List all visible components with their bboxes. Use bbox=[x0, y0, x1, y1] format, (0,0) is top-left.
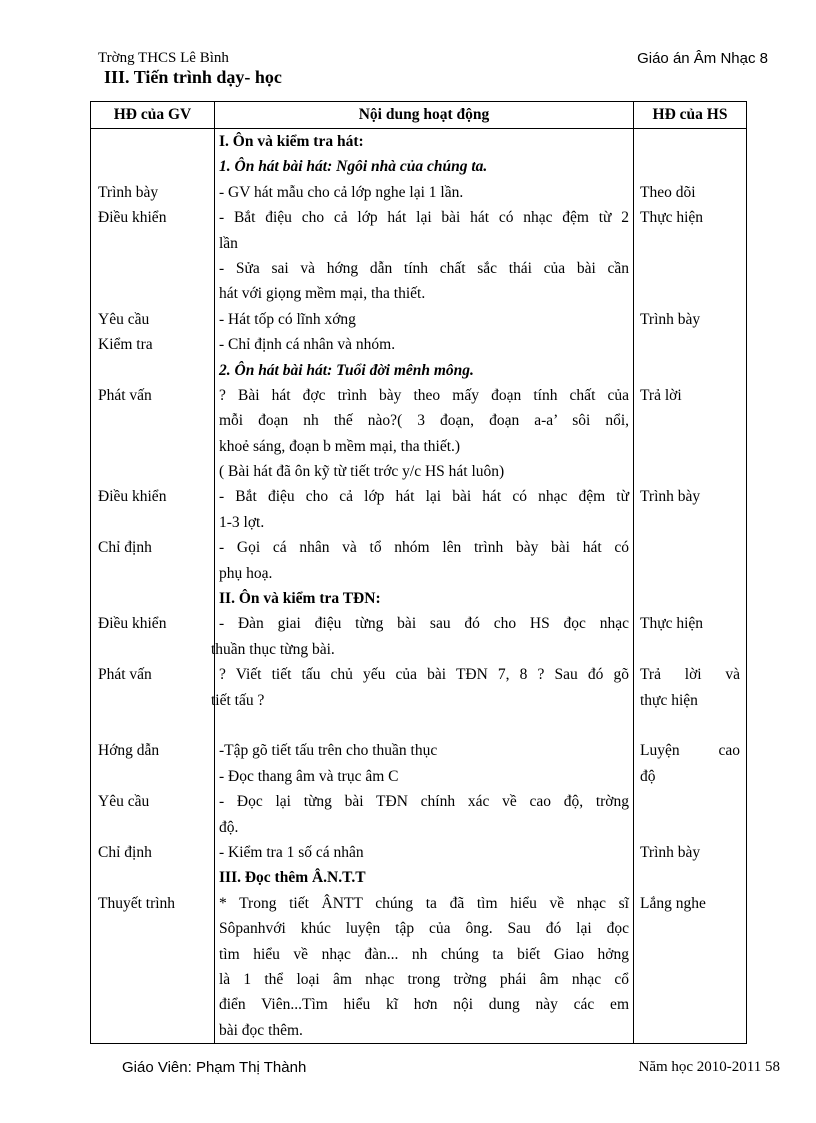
nd-line: - Đọc thang âm và trục âm C bbox=[219, 767, 399, 785]
gv-line: Kiểm tra bbox=[98, 336, 153, 354]
nd-line: - Bắt điệu cho cả lớp hát lại bài hát có nhạc đệm từ 2 bbox=[219, 209, 629, 227]
gv-line bbox=[91, 154, 214, 179]
nd-line: phụ hoạ. bbox=[219, 564, 273, 582]
hs-line bbox=[634, 332, 746, 357]
nd-line: ? Bài hát đợc trình bày theo mấy đoạn tính chất của bbox=[219, 386, 629, 404]
hs-line: Luyện cao bbox=[640, 742, 740, 760]
hs-line bbox=[634, 916, 746, 941]
nd-line: - Sửa sai và hớng dẫn tính chất sắc thái của bài cần bbox=[219, 259, 629, 277]
nd-heading: I. Ôn và kiểm tra hát: bbox=[219, 133, 364, 150]
teacher-activity-column bbox=[91, 129, 215, 1044]
hs-line bbox=[634, 231, 746, 256]
hs-line bbox=[634, 1018, 746, 1043]
hs-line bbox=[634, 789, 746, 814]
hs-line bbox=[634, 992, 746, 1017]
hs-line: Trình bày bbox=[640, 488, 701, 506]
hs-line: Theo dõi bbox=[640, 183, 696, 201]
nd-line: -Tập gõ tiết tấu trên cho thuần thục bbox=[219, 742, 438, 760]
gv-line bbox=[91, 231, 214, 256]
gv-line bbox=[91, 764, 214, 789]
gv-line: Điều khiển bbox=[98, 209, 167, 227]
nd-subheading: 1. Ôn hát bài hát: Ngôi nhà của chúng ta. bbox=[219, 158, 488, 176]
gv-line bbox=[91, 586, 214, 611]
nd-line: Sôpanhvới khúc luyện tập của ông. Sau đó lại đọc bbox=[219, 920, 629, 938]
student-activity-column bbox=[634, 129, 747, 1044]
nd-line: bài đọc thêm. bbox=[219, 1021, 303, 1039]
gv-line: Yêu cầu bbox=[98, 793, 150, 811]
nd-line bbox=[215, 713, 633, 738]
nd-line: thuần thục từng bài. bbox=[211, 640, 335, 658]
nd-line: 1-3 lợt. bbox=[219, 513, 265, 531]
hs-line bbox=[634, 256, 746, 281]
hs-line bbox=[634, 434, 746, 459]
hs-line: Lắng nghe bbox=[640, 894, 706, 912]
gv-line: Thuyết trình bbox=[98, 894, 176, 912]
hs-line bbox=[634, 408, 746, 433]
hs-line bbox=[634, 713, 746, 738]
hs-line bbox=[634, 967, 746, 992]
hs-line bbox=[634, 815, 746, 840]
hs-line: Thực hiện bbox=[640, 615, 704, 633]
hs-line bbox=[634, 154, 746, 179]
gv-line: Điều khiển bbox=[98, 488, 167, 506]
gv-line: Chỉ định bbox=[98, 539, 152, 557]
hs-line bbox=[634, 586, 746, 611]
header-school: Trờng THCS Lê Bình bbox=[98, 50, 229, 66]
table-body-row bbox=[91, 129, 747, 1044]
nd-line: lần bbox=[219, 234, 238, 252]
hs-line bbox=[634, 281, 746, 306]
nd-line: ? Viết tiết tấu chủ yếu của bài TĐN 7, 8 ? Sau đó gõ bbox=[219, 666, 629, 684]
gv-line bbox=[91, 942, 214, 967]
nd-heading: III. Đọc thêm Â.N.T.T bbox=[219, 869, 366, 887]
header-subject: Giáo án Âm Nhạc 8 bbox=[637, 50, 768, 67]
gv-line bbox=[91, 916, 214, 941]
table-header-row bbox=[91, 102, 747, 129]
hs-line bbox=[634, 358, 746, 383]
nd-line: - GV hát mẫu cho cả lớp nghe lại 1 lần. bbox=[219, 183, 464, 201]
nd-line: - Đàn giai điệu từng bài sau đó cho HS đọc nhạc bbox=[219, 615, 629, 633]
gv-line bbox=[91, 434, 214, 459]
hs-line bbox=[634, 865, 746, 890]
hs-line bbox=[634, 637, 746, 662]
hs-line: thực hiện bbox=[640, 691, 698, 709]
gv-line bbox=[91, 688, 214, 713]
gv-line bbox=[91, 459, 214, 484]
footer-year-page: Năm học 2010-2011 58 bbox=[638, 1059, 780, 1075]
gv-line: Trình bày bbox=[98, 183, 159, 201]
section-title: III. Tiến trình dạy- học bbox=[104, 67, 282, 87]
nd-line: - Kiểm tra 1 số cá nhân bbox=[219, 843, 364, 861]
nd-line: tiết tấu ? bbox=[211, 691, 265, 709]
nd-line: - Gọi cá nhân và tổ nhóm lên trình bày bài hát có bbox=[219, 539, 629, 557]
hs-line: Trình bày bbox=[640, 310, 701, 328]
nd-line: độ. bbox=[219, 818, 239, 836]
footer-teacher: Giáo Viên: Phạm Thị Thành bbox=[122, 1059, 307, 1076]
hs-line bbox=[634, 459, 746, 484]
hs-line bbox=[634, 129, 746, 154]
hs-line: Trả lời bbox=[640, 386, 682, 404]
hs-line: Thực hiện bbox=[640, 209, 704, 227]
hs-line bbox=[634, 535, 746, 560]
gv-line: Phát vấn bbox=[98, 386, 152, 404]
gv-line bbox=[91, 281, 214, 306]
nd-line: tìm hiểu về nhạc đàn... nh chúng ta biết Giao hởng bbox=[219, 945, 629, 963]
header-student-activity: HĐ của HS bbox=[634, 102, 747, 129]
nd-line: * Trong tiết ÂNTT chúng ta đã tìm hiểu về nhạc sĩ bbox=[219, 894, 629, 912]
nd-line: khoẻ sáng, đoạn b mềm mại, tha thiết.) bbox=[219, 437, 461, 455]
gv-line bbox=[91, 992, 214, 1017]
nd-line: - Đọc lại từng bài TĐN chính xác về cao độ, trờng bbox=[219, 793, 629, 811]
hs-line: Trả lời và bbox=[640, 666, 740, 684]
hs-line bbox=[634, 942, 746, 967]
gv-line bbox=[91, 713, 214, 738]
gv-line bbox=[91, 256, 214, 281]
gv-line bbox=[91, 815, 214, 840]
nd-line: ( Bài hát đã ôn kỹ từ tiết trớc y/c HS hát luôn) bbox=[219, 463, 505, 481]
nd-line: là 1 thể loại âm nhạc trong trờng phái âm nhạc cổ bbox=[219, 970, 629, 988]
gv-line: Điều khiển bbox=[98, 615, 167, 633]
gv-line bbox=[91, 1018, 214, 1043]
gv-line bbox=[91, 637, 214, 662]
gv-line bbox=[91, 408, 214, 433]
nd-subheading: 2. Ôn hát bài hát: Tuổi đời mênh mông. bbox=[219, 361, 474, 379]
gv-line: Phát vấn bbox=[98, 666, 152, 684]
header-teacher-activity: HĐ của GV bbox=[91, 102, 215, 129]
hs-line bbox=[634, 561, 746, 586]
gv-line bbox=[91, 967, 214, 992]
gv-line bbox=[91, 865, 214, 890]
gv-line bbox=[91, 358, 214, 383]
nd-line: mỗi đoạn nh thế nào?( 3 đoạn, đoạn a-a’ sôi nổi, bbox=[219, 412, 629, 430]
gv-line: Chỉ định bbox=[98, 843, 152, 861]
gv-line bbox=[91, 129, 214, 154]
hs-line: Trình bày bbox=[640, 843, 701, 861]
gv-line: Hớng dẫn bbox=[98, 742, 160, 760]
content-column bbox=[211, 129, 634, 1044]
gv-line bbox=[91, 510, 214, 535]
nd-line: điển Viên...Tìm hiểu kĩ hơn nội dung này các em bbox=[219, 996, 629, 1014]
hs-line bbox=[634, 510, 746, 535]
gv-line: Yêu cầu bbox=[98, 310, 150, 328]
header-content: Nội dung hoạt động bbox=[215, 102, 634, 129]
nd-line: - Bắt điệu cho cả lớp hát lại bài hát có nhạc đệm từ bbox=[219, 488, 629, 506]
nd-heading: II. Ôn và kiểm tra TĐN: bbox=[219, 590, 381, 608]
lesson-plan-table bbox=[90, 101, 747, 1044]
nd-line: hát với giọng mềm mại, tha thiết. bbox=[219, 285, 426, 303]
gv-line bbox=[91, 561, 214, 586]
nd-line: - Hát tốp có lĩnh xớng bbox=[219, 310, 356, 328]
nd-line: - Chỉ định cá nhân và nhóm. bbox=[219, 336, 396, 354]
hs-line: độ bbox=[640, 767, 656, 785]
